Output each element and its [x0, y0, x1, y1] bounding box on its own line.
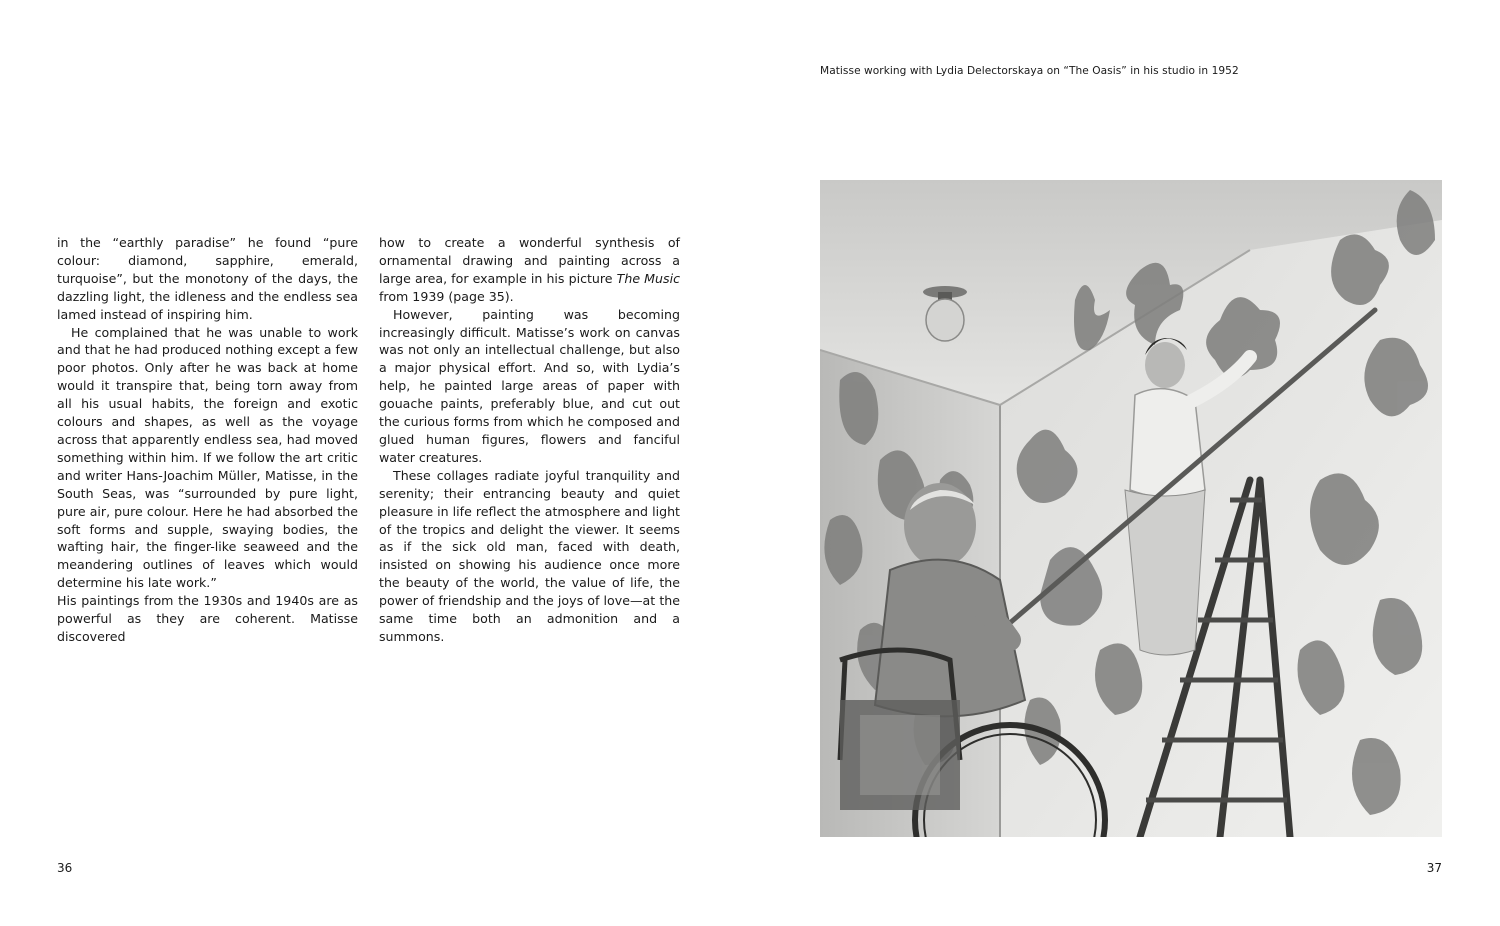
left-text-column [57, 234, 358, 646]
body-paragraph: These collages radiate joyful tranquility and serenity; their entrancing beauty and quiet pleasure in life reflect the atmosphere and light of the tropics and delight the viewer. It seems as if the sick old man, faced with death, insisted on showing his audience once more the beauty of the world, the value of life, the power of friendship and the joys of love—at the same time both an admonition and a summons. [379, 467, 680, 644]
paragraph-text: from 1939 (page 35). [379, 288, 514, 304]
photo-caption: Matisse working with Lydia Delectorskaya on “The Oasis” in his studio in 1952 [820, 65, 1239, 77]
body-paragraph: His paintings from the 1930s and 1940s are as powerful as they are coherent. Matisse discovered [57, 593, 358, 644]
body-paragraph: However, painting was becoming increasingly difficult. Matisse’s work on canvas was not only an intellectual challenge, but also a major physical effort. And so, with Lydia’s help, he painted large areas of paper with gouache paints, preferably blue, and cut out the curious forms from which he composed and glued human figures, flowers and fanciful water creatures. [379, 306, 680, 465]
page-number-left: 36 [57, 861, 73, 875]
body-paragraph [379, 234, 680, 306]
paragraph-text: how to create a wonderful synthesis of ornamental drawing and painting across a large area, for example in his picture [379, 235, 680, 286]
body-paragraph: He complained that he was unable to work and that he had produced nothing except a few poor photos. Only after he was back at home would it transpire that, being torn away from all his usual habits, the foreign and exotic colours and shapes, as well as the voyage across that apparently endless sea, had moved something within him. If we follow the art critic and writer Hans-Joachim Müller, Matisse, in the South Seas, was “surrounded by pure light, pure air, pure colour. Here he had absorbed the soft forms and supple, swaying bodies, the wafting hair, the finger-like seaweed and the meandering outlines of leaves which would determine his late work.” [57, 324, 358, 591]
right-text-column [379, 234, 680, 646]
artwork-title: The Music [616, 270, 680, 286]
page-number-right: 37 [1426, 861, 1442, 875]
body-paragraph: in the “earthly paradise” he found “pure colour: diamond, sapphire, emerald, turquoise”, but the monotony of the days, the dazzling light, the idleness and the endless sea lamed instead of inspiring him. [57, 235, 358, 322]
studio-photograph [820, 180, 1442, 837]
